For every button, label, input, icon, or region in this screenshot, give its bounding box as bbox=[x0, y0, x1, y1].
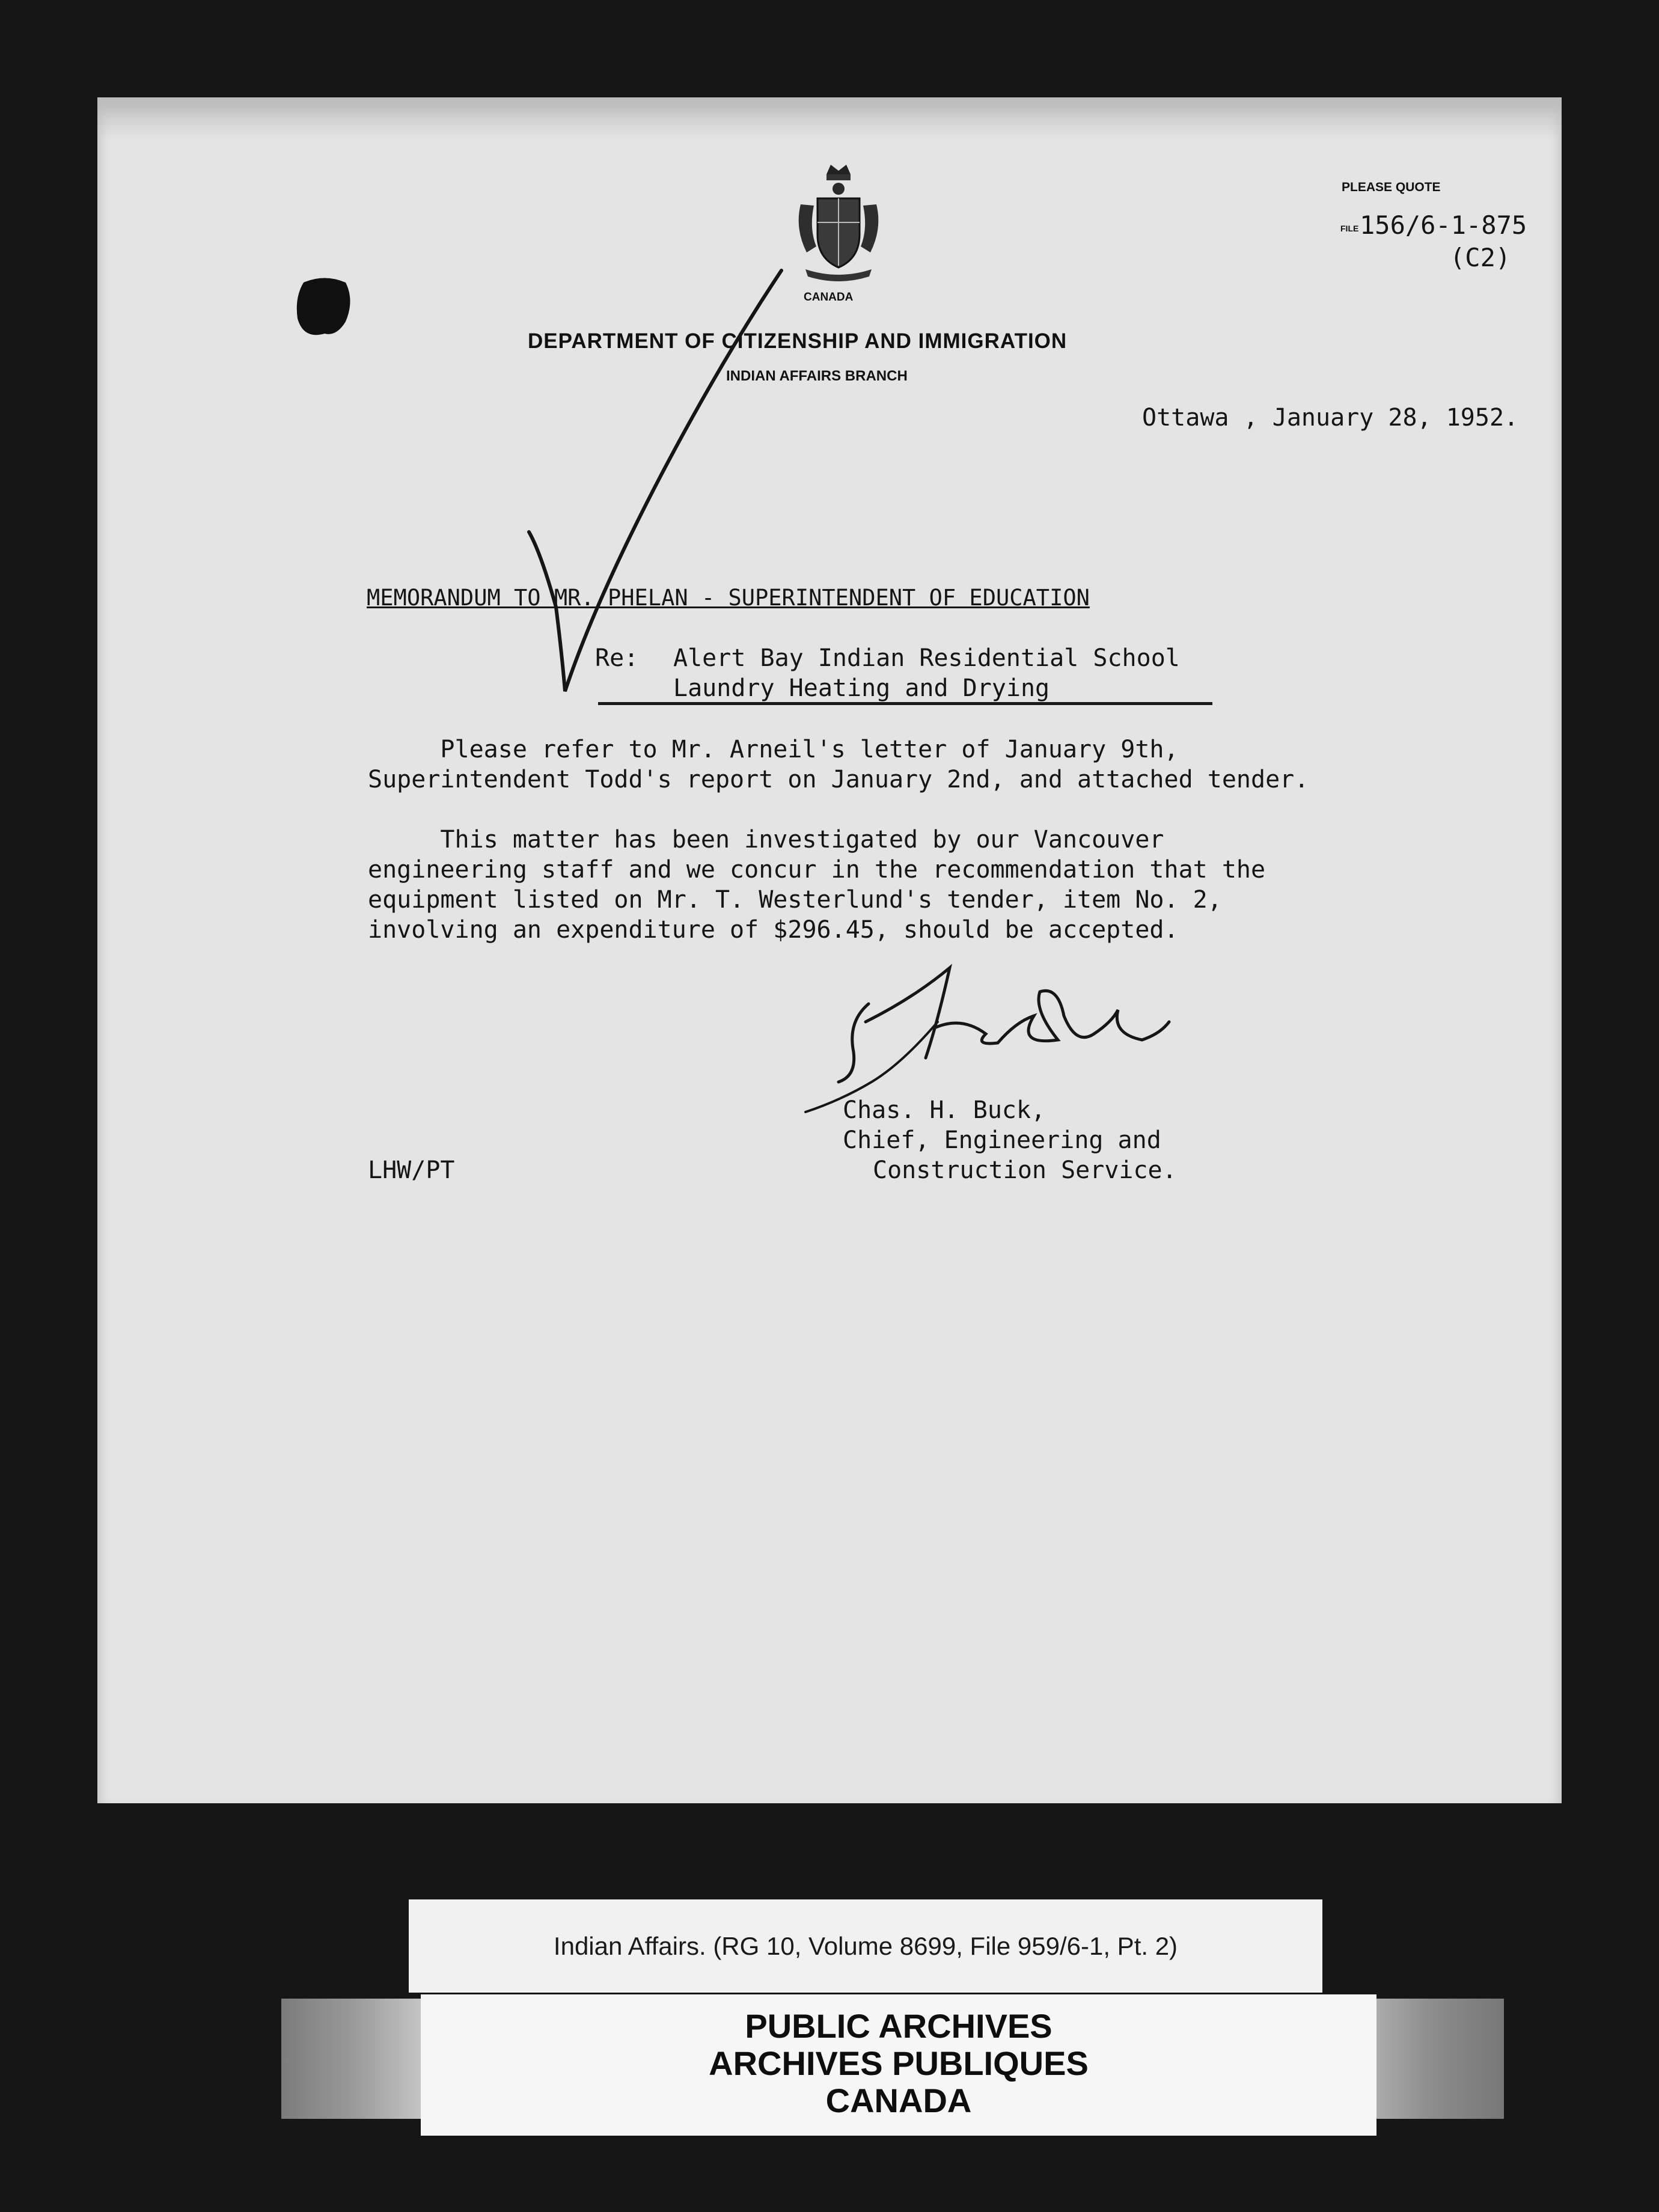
file-number: 156/6-1-875 bbox=[1360, 210, 1527, 240]
archive-stamp-line-2: ARCHIVES PUBLIQUES bbox=[709, 2044, 1089, 2082]
archive-reference-text: Indian Affairs. (RG 10, Volume 8699, File 959/6-1, Pt. 2) bbox=[553, 1931, 1178, 1960]
body-paragraph-2-line-3: equipment listed on Mr. T. Westerlund's tender, item No. 2, bbox=[368, 886, 1222, 914]
archive-stamp-line-1: PUBLIC ARCHIVES bbox=[745, 2007, 1053, 2045]
department-name: DEPARTMENT OF CITIZENSHIP AND IMMIGRATION bbox=[528, 329, 1068, 353]
archive-reference-card bbox=[409, 1899, 1322, 1993]
body-paragraph-1-line-2: Superintendent Todd's report on January 2nd, and attached tender. bbox=[368, 766, 1309, 793]
file-label: FILE bbox=[1340, 224, 1359, 233]
body-paragraph-2-line-4: involving an expenditure of $296.45, should be accepted. bbox=[368, 916, 1179, 944]
body-paragraph-2-line-2: engineering staff and we concur in the recommendation that the bbox=[368, 856, 1266, 884]
paper-worn-edge bbox=[97, 97, 1562, 139]
file-suffix: (C2) bbox=[1450, 243, 1511, 272]
body-paragraph-1-line-1: Please refer to Mr. Arneil's letter of January 9th, bbox=[368, 736, 1179, 763]
date-line: Ottawa , January 28, 1952. bbox=[1142, 404, 1519, 432]
archive-stamp-text bbox=[421, 2008, 1376, 2119]
body-paragraph-2-line-1: This matter has been investigated by our Vancouver bbox=[368, 826, 1164, 854]
memo-heading: MEMORANDUM TO MR. PHELAN - SUPERINTENDENT OF EDUCATION bbox=[367, 585, 1090, 611]
signatory-name: Chas. H. Buck, bbox=[843, 1096, 1046, 1124]
signatory-title-2: Construction Service. bbox=[873, 1156, 1177, 1184]
re-line-1: Alert Bay Indian Residential School bbox=[673, 644, 1180, 672]
branch-name: INDIAN AFFAIRS BRANCH bbox=[726, 368, 908, 384]
re-label: Re: bbox=[595, 644, 639, 672]
country-label: CANADA bbox=[804, 291, 854, 304]
re-underline bbox=[598, 702, 1212, 705]
coat-of-arms-icon bbox=[793, 162, 884, 289]
signatory-title-1: Chief, Engineering and bbox=[843, 1126, 1161, 1154]
please-quote-label: PLEASE QUOTE bbox=[1342, 180, 1441, 194]
re-line-2: Laundry Heating and Drying bbox=[673, 674, 1050, 702]
archive-stamp-line-3: CANADA bbox=[825, 2082, 972, 2119]
typist-initials: LHW/PT bbox=[368, 1156, 455, 1184]
